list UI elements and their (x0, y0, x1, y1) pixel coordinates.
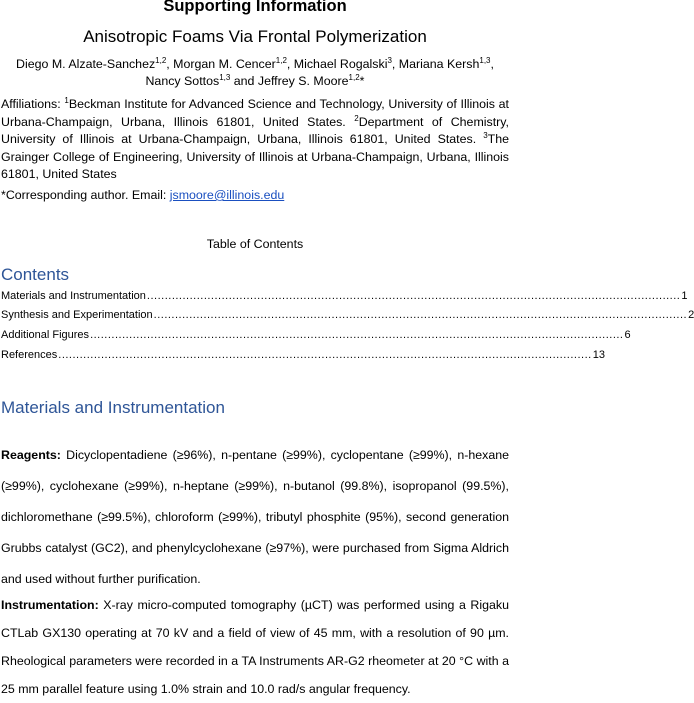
toc-entry[interactable] (1, 290, 688, 306)
toc-title: Table of Contents (206, 237, 304, 251)
instrumentation-label: Instrumentation: (1, 598, 99, 612)
toc-leader: ...................................................................................................................................................... (90, 329, 624, 341)
author-name: and Jeffrey S. Moore (230, 74, 349, 88)
author-affil-sup: 3 (387, 55, 392, 65)
toc-entry-title: References (1, 349, 58, 361)
author-name: Diego M. Alzate-Sanchez (16, 57, 156, 71)
affil-sup: 1 (64, 95, 69, 105)
author-affil-sup: 1,3 (479, 55, 491, 65)
toc-entry-title: Additional Figures (1, 329, 90, 341)
toc-entry-title: Materials and Instrumentation (1, 290, 146, 302)
instrumentation-text: X-ray micro-computed tomography (µCT) was performed using a Rigaku CTLab GX130 operating at 70 kV and a field of view of 45 mm, with a resolution of 90 µm. Rheological parameters were recorded in a TA Instruments AR-G2 rheometer at 20 °C with a 25 mm parallel feature using 1.0% strain and 10.0 rad/s angular frequency. (1, 598, 509, 696)
document-title: Anisotropic Foams Via Frontal Polymerization (83, 27, 427, 46)
affil-sup: 2 (354, 113, 359, 123)
document-heading: Supporting Information (163, 0, 347, 15)
author-name: , Nancy Sottos (145, 57, 494, 88)
author-name: , Michael Rogalski (286, 57, 388, 71)
section-heading: Materials and Instrumentation (1, 398, 225, 417)
corresponding-author (1, 188, 509, 202)
author-name: , Mariana Kersh (391, 57, 480, 71)
toc-leader: ...................................................................................................................................................... (153, 309, 688, 321)
affiliation-text: Beckman Institute for Advanced Science and Technology, University of Illinois at Urbana-Champaign, Urbana, Illinois 61801, United States. (1, 97, 509, 129)
author-list (6, 56, 504, 90)
toc-entry[interactable] (1, 329, 631, 345)
email-link[interactable]: jsmoore@illinois.edu (169, 188, 285, 202)
toc-entry-title: Synthesis and Experimentation (1, 309, 153, 321)
reagents-paragraph (1, 440, 509, 595)
author-affil-sup: 1,2 (155, 55, 167, 65)
toc-entry[interactable] (1, 349, 605, 365)
author-affil-sup: 1,2 (348, 72, 360, 82)
toc-entry[interactable] (1, 309, 694, 325)
corresponding-label: *Corresponding author. Email: (1, 188, 170, 202)
author-name: , Morgan M. Cencer (166, 57, 276, 71)
toc-entry-page: 6 (624, 329, 631, 341)
contents-heading: Contents (1, 265, 70, 284)
instrumentation-paragraph (1, 591, 509, 703)
author-affil-sup: 1,3 (219, 72, 231, 82)
affil-sup: 3 (483, 130, 488, 140)
toc-entry-page: 13 (592, 349, 605, 361)
toc-leader: ...................................................................................................................................................... (146, 290, 681, 302)
author-affil-sup: 1,2 (275, 55, 287, 65)
affiliations (1, 96, 509, 184)
affiliation-text: Department of Chemistry, University of Illinois at Urbana-Champaign, Urbana, Illinois 61801, United States. (1, 114, 509, 146)
toc-leader: ...................................................................................................................................................... (58, 349, 592, 361)
corresponding-star: * (359, 74, 365, 88)
affiliation-text: The Grainger College of Engineering, University of Illinois at Urbana-Champaign, Urbana, Illinois 61801, United States (1, 132, 509, 181)
affiliations-label: Affiliations: (1, 97, 65, 111)
toc-entry-page: 2 (688, 309, 694, 321)
reagents-text: Dicyclopentadiene (≥96%), n-pentane (≥99%), cyclopentane (≥99%), n-hexane (≥99%), cyclohexane (≥99%), n-heptane (≥99%), n-butanol (99.8%), isopropanol (99.5%), dichloromethane (≥99.5%), chloroform (≥99%), tributyl phosphite (95%), second generation Grubbs catalyst (GC2), and phenylcyclohexane (≥97%), were purchased from Sigma Aldrich and used without further purification. (1, 448, 509, 586)
reagents-label: Reagents: (1, 448, 61, 462)
toc-entry-page: 1 (681, 290, 688, 302)
